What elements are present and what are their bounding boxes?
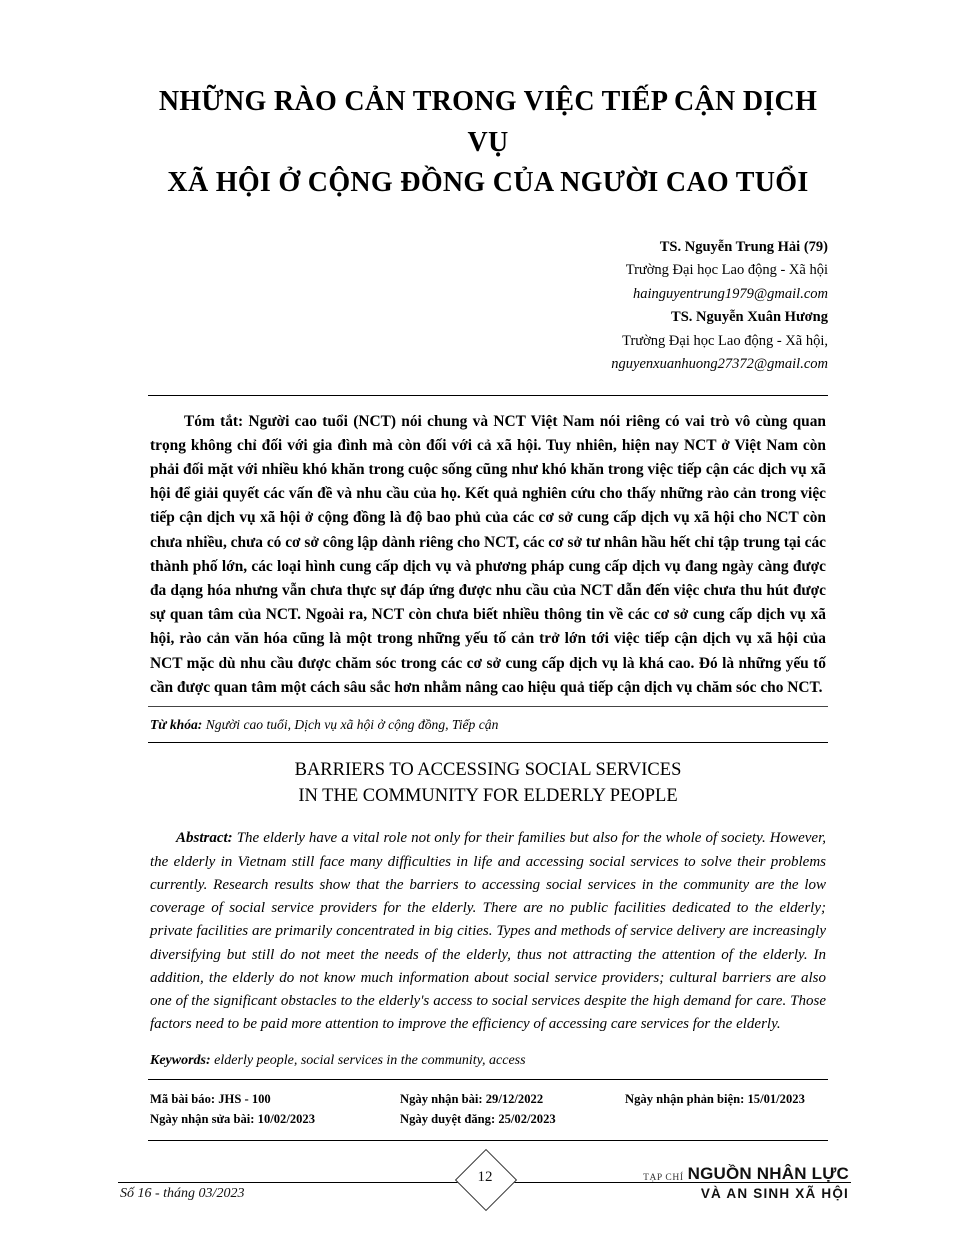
meta-received — [400, 1089, 625, 1109]
vietnamese-abstract-label: Tóm tắt: — [184, 412, 244, 430]
meta-received-value: 29/12/2022 — [485, 1091, 544, 1106]
meta-accepted — [400, 1109, 625, 1129]
meta-revised-label: Ngày nhận sửa bài: — [150, 1112, 255, 1127]
divider-meta-bottom — [148, 1140, 828, 1141]
english-title — [148, 743, 828, 820]
meta-accepted-label: Ngày duyệt đăng: — [400, 1112, 496, 1127]
page-number: 12 — [477, 1169, 493, 1185]
meta-revised — [150, 1109, 400, 1129]
meta-row-2 — [150, 1109, 826, 1129]
english-keywords-label: Keywords: — [150, 1052, 211, 1068]
meta-revised-value: 10/02/2023 — [257, 1112, 316, 1127]
page-content — [148, 0, 828, 1141]
vietnamese-abstract-text: Người cao tuổi (NCT) nói chung và NCT Việt Nam nói riêng có vai trò vô cùng quan trọng không chỉ đối với gia đình mà còn đối với cả xã hội. Tuy nhiên, hiện nay NCT ở Việt Nam còn phải đối mặt với nhiều khó khăn trong cuộc sống cũng như khó khăn trong việc tiếp cận các dịch vụ xã hội để giải quyết các vấn đề và nhu cầu của họ. Kết quả nghiên cứu cho thấy những rào cản trong việc tiếp cận dịch vụ xã hội ở cộng đồng là độ bao phủ của các cơ sở cung cấp dịch vụ xã hội cho NCT còn chưa nhiều, chưa có cơ sở công lập dành riêng cho NCT, các cơ sở tư nhân hầu hết chỉ tập trung tại các thành phố lớn, các loại hình cung cấp dịch vụ và phương pháp cung cấp dịch vụ đang ngày càng được đa dạng hóa nhưng vẫn chưa thực sự đáp ứng được nhu cầu của NCT dẫn đến việc chưa thu hút được sự quan tâm của NCT. Ngoài ra, NCT còn chưa biết nhiều thông tin về các cơ sở cung cấp dịch vụ xã hội, rào cản văn hóa cũng là một trong những yếu tố cản trở lớn tới việc tiếp cận dịch vụ xã hội của NCT mặc dù nhu cầu được chăm sóc trong các cơ sở cung cấp dịch vụ là khá cao. Đó là những yếu tố cần được quan tâm một cách sâu sắc hơn nhằm nâng cao hiệu quả tiếp cận dịch vụ chăm sóc cho NCT. — [150, 412, 826, 696]
author-2-email: nguyenxuanhuong27372@gmail.com — [611, 356, 828, 373]
vietnamese-keywords — [148, 707, 828, 742]
page-title-line-2: XÃ HỘI Ở CỘNG ĐỒNG CỦA NGƯỜI CAO TUỔI — [167, 167, 809, 199]
vietnamese-abstract — [148, 396, 828, 706]
meta-review — [625, 1089, 826, 1109]
english-abstract — [148, 819, 828, 1042]
meta-article-code-label: Mã bài báo: — [150, 1091, 216, 1106]
author-2-affiliation: Trường Đại học Lao động - Xã hội, — [622, 332, 828, 349]
english-title-line-2: IN THE COMMUNITY FOR ELDERLY PEOPLE — [298, 786, 678, 807]
article-meta — [148, 1080, 828, 1140]
english-keywords-text: elderly people, social services in the community, access — [214, 1052, 526, 1068]
meta-received-label: Ngày nhận bài: — [400, 1091, 483, 1106]
author-1-affiliation: Trường Đại học Lao động - Xã hội — [625, 262, 828, 279]
author-block — [148, 236, 828, 377]
meta-spacer — [625, 1109, 826, 1129]
meta-review-value: 15/01/2023 — [747, 1091, 805, 1106]
vietnamese-keywords-label: Từ khóa: — [150, 716, 203, 732]
meta-accepted-value: 25/02/2023 — [498, 1112, 556, 1127]
page-title — [142, 82, 834, 204]
english-abstract-text: The elderly have a vital role not only for their families but also for the whole of society. However, the elderly in Vietnam still face many difficulties in life and accessing social services to solve their problems currently. Research results show that the barriers to accessing social services in the community are the low coverage of social service providers for the elderly. There are no public facilities dedicated to the elderly; private facilities are primarily concentrated in big cities. Types and methods of service delivery are increasingly diversifying but still do not meet the needs of the elderly, thus not attracting the attention of the elderly. In addition, the elderly do not know much information about social service providers; cultural barriers are also one of the significant obstacles to the elderly's access to social services despite the high demand for care. Those factors need to be paid more attention to improve the efficiency of accessing care services for the elderly. — [150, 830, 827, 1033]
meta-article-code — [150, 1089, 400, 1109]
author-1-name: TS. Nguyễn Trung Hải (79) — [659, 238, 828, 255]
author-2-name: TS. Nguyễn Xuân Hương — [671, 309, 828, 326]
journal-name: NGUỒN NHÂN LỰC — [687, 1164, 849, 1183]
journal-prefix: TẠP CHÍ — [643, 1173, 684, 1184]
footer-issue: Số 16 - tháng 03/2023 — [120, 1186, 245, 1201]
journal-logo — [643, 1164, 849, 1201]
meta-row-1 — [150, 1089, 826, 1109]
journal-sub: VÀ AN SINH XÃ HỘI — [700, 1185, 849, 1201]
meta-review-label: Ngày nhận phản biện: — [625, 1091, 745, 1106]
page-title-line-1: NHỮNG RÀO CẢN TRONG VIỆC TIẾP CẬN DỊCH VỤ — [158, 86, 818, 158]
english-keywords — [148, 1043, 828, 1079]
author-1-email: hainguyentrung1979@gmail.com — [633, 285, 828, 302]
page-footer — [0, 1164, 969, 1216]
vietnamese-keywords-text: Người cao tuổi, Dịch vụ xã hội ở cộng đồng, Tiếp cận — [205, 716, 499, 732]
english-title-line-1: BARRIERS TO ACCESSING SOCIAL SERVICES — [294, 759, 682, 780]
meta-article-code-value: JHS - 100 — [218, 1091, 271, 1106]
vietnamese-abstract-section — [148, 395, 828, 743]
english-abstract-label: Abstract: — [176, 830, 233, 847]
